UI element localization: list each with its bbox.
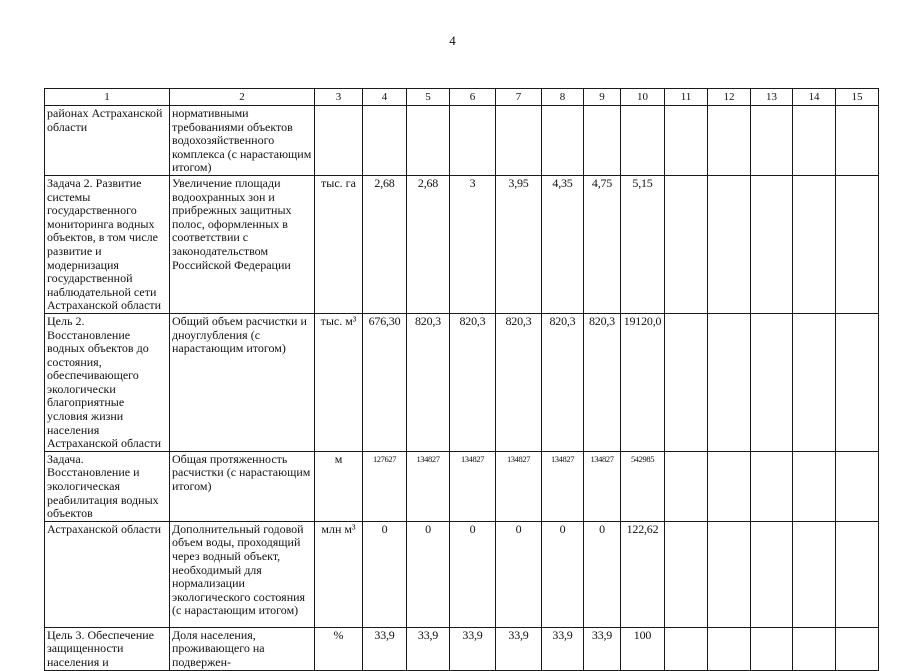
indicator-cell: Общая протяженность расчистки (с нарастающим итогом): [170, 451, 315, 521]
value-cell: 100: [621, 627, 665, 670]
value-cell: [708, 627, 751, 670]
unit-cell: %: [315, 627, 363, 670]
table-row: [45, 313, 879, 451]
value-cell: [793, 175, 836, 313]
value-cell: 2,68: [407, 175, 450, 313]
value-cell: 134827: [407, 451, 450, 521]
value-cell: [836, 313, 879, 451]
value-cell: 33,9: [542, 627, 584, 670]
value-cell: [708, 106, 751, 176]
table-row: [45, 521, 879, 627]
unit-cell: тыс. га: [315, 175, 363, 313]
indicators-table: [44, 88, 879, 671]
value-cell: [751, 106, 793, 176]
table-row: [45, 106, 879, 176]
header-cell: 15: [836, 89, 879, 106]
value-cell: [665, 521, 708, 627]
indicator-cell: нормативными требованиями объектов водохозяйственного комплекса (с нарастающим итогом): [170, 106, 315, 176]
unit-cell: [315, 106, 363, 176]
page-number: 4: [449, 33, 456, 48]
value-cell: 19120,0: [621, 313, 665, 451]
goal-cell: Задача 2. Развитие системы государственного мониторинга водных объектов, в том числе развитие и модернизация государственной наблюдательной сети Астраханской области: [45, 175, 170, 313]
value-cell: [584, 106, 621, 176]
table-row: [45, 627, 879, 670]
value-cell: 134827: [542, 451, 584, 521]
value-cell: [793, 313, 836, 451]
value-cell: [496, 106, 542, 176]
value-cell: 0: [542, 521, 584, 627]
value-cell: 127627: [363, 451, 407, 521]
value-cell: 676,30: [363, 313, 407, 451]
value-cell: [665, 313, 708, 451]
header-cell: 2: [170, 89, 315, 106]
value-cell: [665, 451, 708, 521]
value-cell: 3: [450, 175, 496, 313]
value-cell: 33,9: [450, 627, 496, 670]
value-cell: 33,9: [496, 627, 542, 670]
value-cell: 5,15: [621, 175, 665, 313]
value-cell: 134827: [450, 451, 496, 521]
value-cell: 820,3: [407, 313, 450, 451]
value-cell: [836, 106, 879, 176]
value-cell: 820,3: [542, 313, 584, 451]
goal-cell: Задача. Восстановление и экологическая реабилитация водных объектов: [45, 451, 170, 521]
unit-cell: млн м³: [315, 521, 363, 627]
value-cell: 0: [584, 521, 621, 627]
value-cell: [407, 106, 450, 176]
value-cell: 4,75: [584, 175, 621, 313]
value-cell: 0: [450, 521, 496, 627]
value-cell: [708, 313, 751, 451]
value-cell: [665, 175, 708, 313]
header-cell: 11: [665, 89, 708, 106]
header-cell: 8: [542, 89, 584, 106]
value-cell: [708, 451, 751, 521]
header-cell: 14: [793, 89, 836, 106]
value-cell: [708, 521, 751, 627]
value-cell: 3,95: [496, 175, 542, 313]
value-cell: [665, 106, 708, 176]
value-cell: [793, 451, 836, 521]
value-cell: [793, 627, 836, 670]
value-cell: 820,3: [584, 313, 621, 451]
value-cell: [836, 521, 879, 627]
value-cell: 0: [363, 521, 407, 627]
header-row: [45, 89, 879, 106]
value-cell: [836, 451, 879, 521]
value-cell: [751, 627, 793, 670]
value-cell: 4,35: [542, 175, 584, 313]
indicator-cell: Доля населения, проживающего на подвержен-: [170, 627, 315, 670]
goal-cell: Цель 3. Обеспечение защищенности населения и: [45, 627, 170, 670]
indicator-cell: Увеличение площади водоохранных зон и прибрежных защитных полос, оформленных в соответствии с законодательством Российской Федерации: [170, 175, 315, 313]
header-cell: 12: [708, 89, 751, 106]
value-cell: [450, 106, 496, 176]
value-cell: 33,9: [407, 627, 450, 670]
indicator-cell: Общий объем расчистки и дноуглубления (с нарастающим итогом): [170, 313, 315, 451]
table-row: [45, 451, 879, 521]
header-cell: 1: [45, 89, 170, 106]
header-cell: 5: [407, 89, 450, 106]
value-cell: [836, 627, 879, 670]
value-cell: [542, 106, 584, 176]
value-cell: [793, 106, 836, 176]
value-cell: 542985: [621, 451, 665, 521]
header-cell: 7: [496, 89, 542, 106]
header-cell: 10: [621, 89, 665, 106]
value-cell: 33,9: [584, 627, 621, 670]
table-row: [45, 175, 879, 313]
header-cell: 4: [363, 89, 407, 106]
value-cell: 0: [407, 521, 450, 627]
value-cell: 33,9: [363, 627, 407, 670]
value-cell: 0: [496, 521, 542, 627]
goal-cell: Цель 2. Восстановление водных объектов до состояния, обеспечивающего экологически благоприятные условия жизни населения Астраханской области: [45, 313, 170, 451]
header-cell: 3: [315, 89, 363, 106]
header-cell: 6: [450, 89, 496, 106]
header-cell: 9: [584, 89, 621, 106]
value-cell: 134827: [584, 451, 621, 521]
goal-cell: Астраханской области: [45, 521, 170, 627]
value-cell: 122,62: [621, 521, 665, 627]
value-cell: [751, 451, 793, 521]
value-cell: [708, 175, 751, 313]
value-cell: [665, 627, 708, 670]
value-cell: 2,68: [363, 175, 407, 313]
unit-cell: м: [315, 451, 363, 521]
value-cell: [836, 175, 879, 313]
value-cell: 134827: [496, 451, 542, 521]
header-cell: 13: [751, 89, 793, 106]
value-cell: [621, 106, 665, 176]
value-cell: [793, 521, 836, 627]
unit-cell: тыс. м³: [315, 313, 363, 451]
value-cell: 820,3: [450, 313, 496, 451]
value-cell: 820,3: [496, 313, 542, 451]
value-cell: [363, 106, 407, 176]
indicator-cell: Дополнительный годовой объем воды, проходящий через водный объект, необходимый для нормализации экологического состояния (с нарастающим итогом): [170, 521, 315, 627]
value-cell: [751, 521, 793, 627]
value-cell: [751, 175, 793, 313]
value-cell: [751, 313, 793, 451]
goal-cell: районах Астраханской области: [45, 106, 170, 176]
